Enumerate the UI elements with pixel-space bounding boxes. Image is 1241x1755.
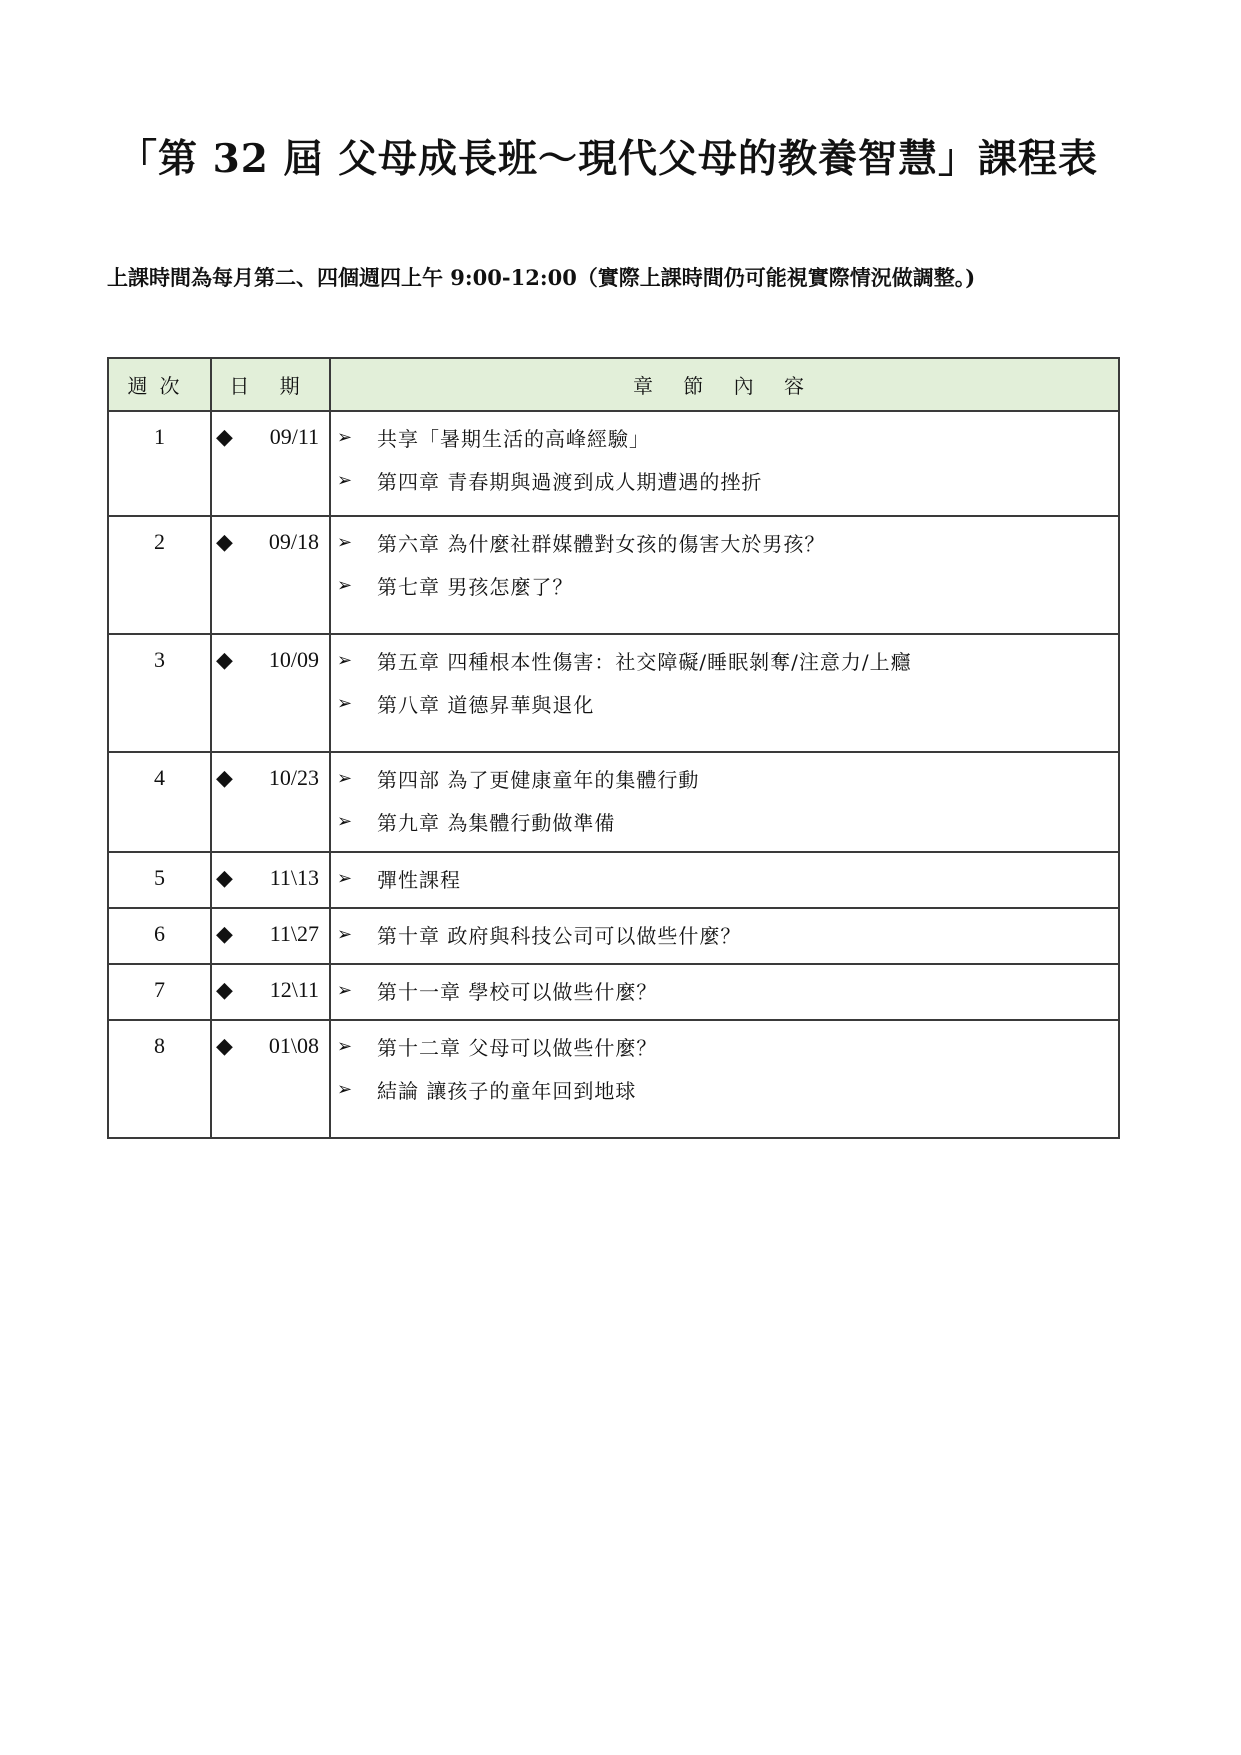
session-date: 10/23 — [268, 765, 319, 790]
chapter-text: 共享「暑期生活的高峰經驗」 — [377, 426, 650, 451]
table-row — [108, 964, 1119, 1020]
table-row — [108, 1020, 1119, 1138]
header-date: 日 期 — [211, 358, 330, 411]
list-item — [331, 1076, 1118, 1102]
list-item — [331, 647, 1118, 673]
session-date-cell — [211, 908, 330, 964]
session-date: 11\27 — [269, 921, 319, 946]
chapter-content-cell — [330, 852, 1119, 908]
chapter-text: 第十章 政府與科技公司可以做些什麼？ — [377, 923, 742, 948]
arrow-bullet-icon: ➢ — [337, 1078, 353, 1100]
session-date: 10/09 — [268, 647, 319, 672]
chapter-content-cell — [330, 634, 1119, 752]
list-item — [331, 1033, 1118, 1059]
arrow-bullet-icon: ➢ — [337, 867, 353, 889]
chapter-content-cell — [330, 752, 1119, 852]
arrow-bullet-icon: ➢ — [337, 810, 353, 832]
session-date: 01\08 — [268, 1033, 319, 1058]
session-date-cell — [211, 1020, 330, 1138]
diamond-icon: ◆ — [216, 647, 233, 672]
list-item — [331, 977, 1118, 1003]
chapter-text: 第四部 為了更健康童年的集體行動 — [377, 767, 700, 792]
week-number: 5 — [108, 852, 211, 908]
week-number: 4 — [108, 752, 211, 852]
diamond-icon: ◆ — [216, 977, 233, 1002]
list-item — [331, 467, 1118, 493]
session-date-cell — [211, 516, 330, 634]
header-week: 週次 — [108, 358, 211, 411]
week-number: 8 — [108, 1020, 211, 1138]
arrow-bullet-icon: ➢ — [337, 923, 353, 945]
arrow-bullet-icon: ➢ — [337, 692, 353, 714]
session-date-cell — [211, 752, 330, 852]
week-number: 7 — [108, 964, 211, 1020]
session-date: 09/18 — [268, 529, 319, 554]
session-date: 11\13 — [269, 865, 319, 890]
list-item — [331, 808, 1118, 834]
diamond-icon: ◆ — [216, 424, 233, 449]
table-row — [108, 634, 1119, 752]
chapter-text: 彈性課程 — [377, 867, 461, 892]
chapter-text: 第四章 青春期與過渡到成人期遭遇的挫折 — [377, 469, 763, 494]
chapter-text: 第七章 男孩怎麼了？ — [377, 574, 574, 599]
table-row — [108, 752, 1119, 852]
session-date-cell — [211, 964, 330, 1020]
arrow-bullet-icon: ➢ — [337, 574, 353, 596]
chapter-content-cell — [330, 411, 1119, 516]
diamond-icon: ◆ — [216, 921, 233, 946]
chapter-content-cell — [330, 1020, 1119, 1138]
arrow-bullet-icon: ➢ — [337, 426, 353, 448]
arrow-bullet-icon: ➢ — [337, 1035, 353, 1057]
class-time-note: 上課時間為每月第二、四個週四上午 9:00-12:00（實際上課時間仍可能視實際情況做調整。) — [107, 265, 976, 290]
arrow-bullet-icon: ➢ — [337, 649, 353, 671]
session-date: 12\11 — [269, 977, 319, 1002]
page-title: 「第 32 屆 父母成長班～現代父母的教養智慧」課程表 — [118, 136, 1099, 182]
list-item — [331, 921, 1118, 947]
table-row — [108, 516, 1119, 634]
week-number: 3 — [108, 634, 211, 752]
table-row — [108, 411, 1119, 516]
chapter-content-cell — [330, 516, 1119, 634]
list-item — [331, 690, 1118, 716]
table-header-row — [108, 358, 1119, 411]
chapter-text: 第十一章 學校可以做些什麼？ — [377, 979, 658, 1004]
list-item — [331, 529, 1118, 555]
header-content: 章 節 內 容 — [330, 358, 1119, 411]
chapter-text: 第八章 道德昇華與退化 — [377, 692, 595, 717]
arrow-bullet-icon: ➢ — [337, 531, 353, 553]
table-row — [108, 908, 1119, 964]
list-item — [331, 865, 1118, 891]
week-number: 6 — [108, 908, 211, 964]
diamond-icon: ◆ — [216, 865, 233, 890]
chapter-text: 結論 讓孩子的童年回到地球 — [377, 1078, 637, 1103]
chapter-text: 第五章 四種根本性傷害：社交障礙/睡眠剝奪/注意力/上癮 — [377, 649, 912, 674]
list-item — [331, 572, 1118, 598]
session-date-cell — [211, 411, 330, 516]
week-number: 1 — [108, 411, 211, 516]
arrow-bullet-icon: ➢ — [337, 469, 353, 491]
chapter-content-cell — [330, 908, 1119, 964]
course-schedule-table — [107, 357, 1120, 1139]
list-item — [331, 765, 1118, 791]
arrow-bullet-icon: ➢ — [337, 979, 353, 1001]
chapter-text: 第六章 為什麼社群媒體對女孩的傷害大於男孩？ — [377, 531, 826, 556]
session-date: 09/11 — [269, 424, 319, 449]
list-item — [331, 424, 1118, 450]
diamond-icon: ◆ — [216, 765, 233, 790]
diamond-icon: ◆ — [216, 529, 233, 554]
week-number: 2 — [108, 516, 211, 634]
session-date-cell — [211, 634, 330, 752]
table-row — [108, 852, 1119, 908]
arrow-bullet-icon: ➢ — [337, 767, 353, 789]
chapter-content-cell — [330, 964, 1119, 1020]
session-date-cell — [211, 852, 330, 908]
chapter-text: 第九章 為集體行動做準備 — [377, 810, 616, 835]
diamond-icon: ◆ — [216, 1033, 233, 1058]
chapter-text: 第十二章 父母可以做些什麼？ — [377, 1035, 658, 1060]
